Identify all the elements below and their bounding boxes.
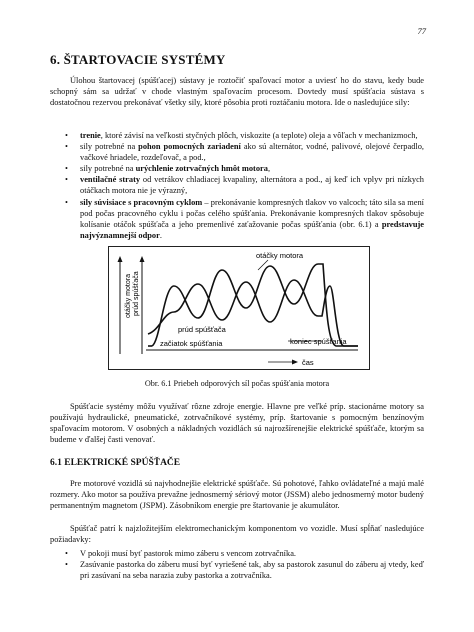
label-end: koniec spúšťania <box>290 337 347 346</box>
requirements-list <box>50 548 424 581</box>
list-item: • sily potrebné na urýchlenie zotrvačných hmôt motora, <box>50 163 424 174</box>
label-starter-current: prúd spúšťača <box>178 325 226 334</box>
figure-caption: Obr. 6.1 Priebeh odporových síl počas spúšťania motora <box>144 379 330 388</box>
list-item: • V pokoji musí byť pastorok mimo záberu s vencom zotrvačníka. <box>50 548 424 559</box>
y-label-speed: otáčky motora <box>125 274 132 318</box>
chapter-heading: 6. ŠTARTOVACIE SYSTÉMY <box>50 52 226 67</box>
y-label-current: prúd spúšťača <box>133 271 140 316</box>
energy-sources-paragraph: Spúšťacie systémy môžu využívať rôzne zdroje energie. Hlavne pre veľké príp. stacionárne motory sa používajú hydraulické, pneumatické, zotrvačníkové systémy, príp. štartovanie s pomocným benzínovým spaľovacím motorom. V osobných a nákladných vozidlách sú najrozšírenejšie elektrické spúšťače, ktorým sa budeme v ďalšej časti venovať. <box>50 402 424 445</box>
section-heading: 6.1 ELEKTRICKÉ SPÚŠŤAČE <box>50 458 181 468</box>
list-item: • sily súvisiace s pracovným cyklom – prekonávanie kompresných tlakov vo valcoch; táto sila sa mení pod počas pracovného cyklu i počas celého spúšťania. Prekonávanie kompresných tlakov spôsobuje kolísanie otáčok spúšťača a jeho premenlivé zaťažovanie počas spúšťania (obr. 6.1) a predstavuje najvýznamnejší odpor. <box>50 197 424 241</box>
label-engine-speed: otáčky motora <box>256 251 304 260</box>
list-item: • ventilačné straty od vetrákov chladiacej kvapaliny, alternátora a pod., aj keď ich vplyv pri nízkych otáčkach motora nie je výrazný, <box>50 174 424 196</box>
requirements-paragraph: Spúšťač patrí k najzložitejším elektromechanickým komponentom vo vozidle. Musí spĺňať nasledujúce požiadavky: <box>50 524 424 545</box>
list-item: • Zasúvanie pastorka do záberu musí byť vyriešené tak, aby sa pastorok zasunul do záberu aj vtedy, keď pri zasúvaní na seba narazia zuby pastorka a zotrvačníka. <box>50 559 424 581</box>
page-number: 77 <box>417 26 426 36</box>
starter-figure <box>108 246 370 370</box>
list-item: • trenie, ktoré závisí na veľkosti styčných plôch, viskozite (a teplote) oleja a vôľach v mechanizmoch, <box>50 130 424 141</box>
intro-paragraph: Úlohou štartovacej (spúšťacej) sústavy je roztočiť spaľovací motor a uviesť ho do stavu, kedy bude schopný sám sa udržať v chode vlastným spaľovacím procesom. Dovtedy musí spúšťacia sústava s dostatočnou rezervou prekonávať všetky sily, ktoré pôsobia proti roztáčaniu motora. Ide o nasledujúce sily: <box>50 76 424 108</box>
list-item: • sily potrebné na pohon pomocných zariadení ako sú alternátor, vodné, palivové, olejové čerpadlo, vačkové hriadele, rozdeľovač, a pod., <box>50 141 424 163</box>
electric-starters-paragraph: Pre motorové vozidlá sú najvhodnejšie elektrické spúšťače. Sú pohotové, ľahko ovládateľné a majú malé rozmery. Ako motor sa používa prevažne jednosmerný sériový motor (JSSM) alebo jednosmerný motor budený permanentným magnetom (JSPM). Zásobníkom energie pre štartovanie je akumulátor. <box>50 479 424 511</box>
time-label: čas <box>302 358 314 367</box>
label-start: začiatok spúšťania <box>160 339 223 348</box>
forces-list <box>50 130 424 241</box>
